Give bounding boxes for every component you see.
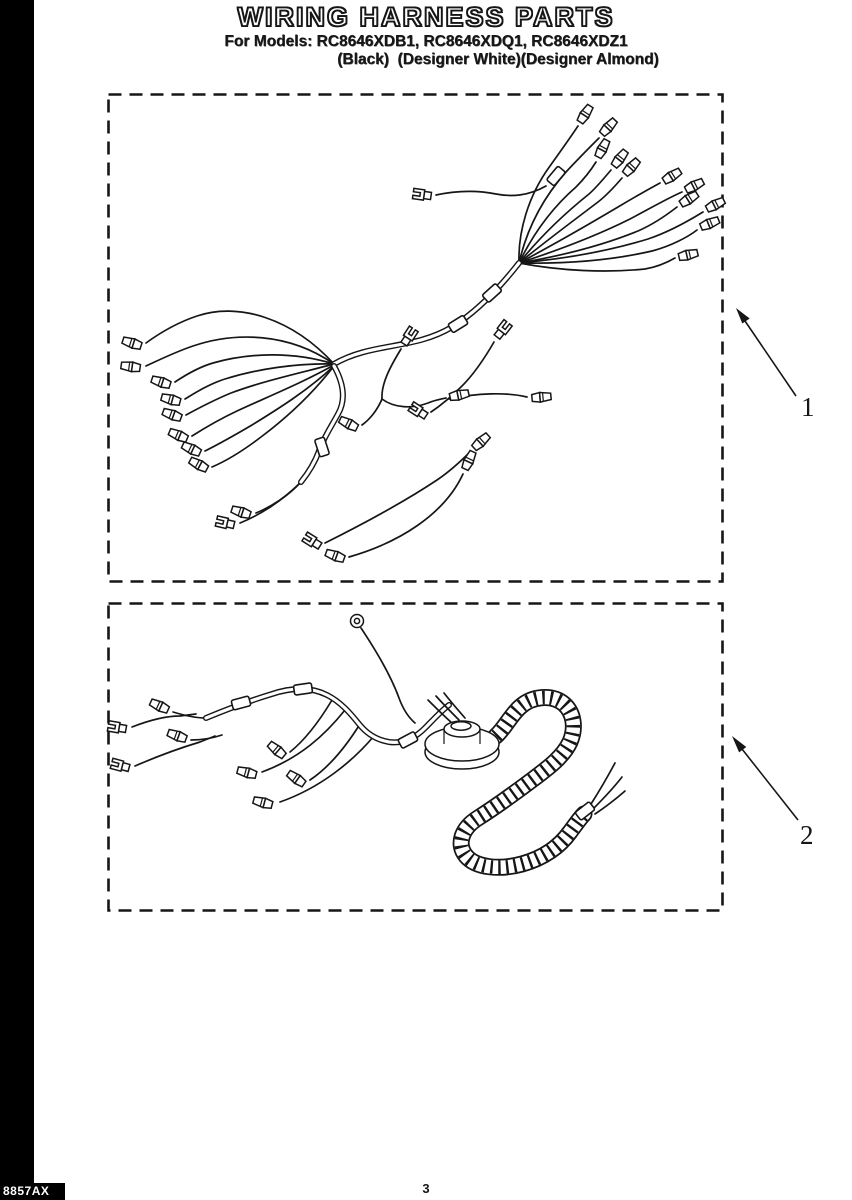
callout-arrow-2 [732, 736, 798, 820]
grommet-drawing [425, 721, 499, 769]
wiring-harness-1-drawing [121, 103, 727, 563]
page-title: WIRING HARNESS PARTS [237, 2, 615, 32]
callout-arrow-1 [736, 308, 796, 396]
models-line: For Models: RC8646XDB1, RC8646XDQ1, RC8646XDZ1 [224, 33, 628, 50]
callout-label-2: 2 [800, 820, 814, 850]
wiring-harness-2-drawing [107, 615, 625, 868]
document-number: 8857AX [0, 1183, 65, 1200]
page-number: 3 [422, 1181, 430, 1196]
finish-colors-line: (Black) (Designer White)(Designer Almond) [337, 51, 659, 68]
part-box-2 [109, 604, 723, 911]
callout-label-1: 1 [801, 392, 815, 422]
